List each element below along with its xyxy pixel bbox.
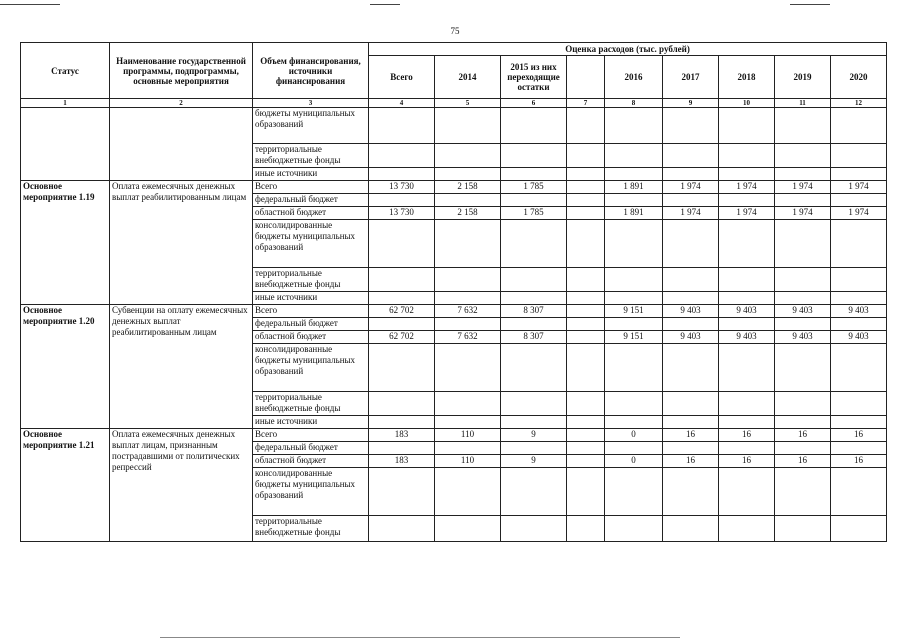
value-cell: 16 <box>719 455 775 468</box>
column-number: 4 <box>369 99 435 108</box>
value-cell <box>719 416 775 429</box>
header-year: 2017 <box>663 56 719 99</box>
value-cell <box>501 416 567 429</box>
value-cell <box>605 344 663 392</box>
header-year: 2018 <box>719 56 775 99</box>
source-cell: областной бюджет <box>253 207 369 220</box>
source-cell: федеральный бюджет <box>253 442 369 455</box>
value-cell: 16 <box>831 429 887 442</box>
value-cell <box>605 194 663 207</box>
value-cell <box>369 416 435 429</box>
value-cell <box>663 468 719 516</box>
value-cell <box>567 416 605 429</box>
header-name: Наименование государственной программы, подпрограммы, основные мероприятия <box>110 43 253 99</box>
source-cell: консолидированные бюджеты муниципальных образований <box>253 468 369 516</box>
value-cell <box>567 194 605 207</box>
value-cell <box>605 516 663 542</box>
value-cell <box>775 318 831 331</box>
value-cell: 16 <box>775 429 831 442</box>
table-row <box>21 305 887 318</box>
header-year: 2014 <box>435 56 501 99</box>
scan-edge-bottom <box>160 637 680 638</box>
value-cell <box>719 344 775 392</box>
value-cell <box>369 318 435 331</box>
value-cell: 2 158 <box>435 207 501 220</box>
name-cell <box>110 108 253 181</box>
status-cell <box>21 108 110 181</box>
status-cell: Основное мероприятие 1.19 <box>21 181 110 305</box>
value-cell <box>567 429 605 442</box>
value-cell <box>775 220 831 268</box>
value-cell <box>369 220 435 268</box>
value-cell: 110 <box>435 455 501 468</box>
table-row <box>21 429 887 442</box>
source-cell: Всего <box>253 181 369 194</box>
value-cell: 0 <box>605 455 663 468</box>
value-cell <box>567 331 605 344</box>
value-cell <box>435 416 501 429</box>
value-cell: 16 <box>663 429 719 442</box>
value-cell <box>435 344 501 392</box>
value-cell <box>369 516 435 542</box>
value-cell: 16 <box>663 455 719 468</box>
column-number: 5 <box>435 99 501 108</box>
value-cell <box>719 194 775 207</box>
value-cell <box>501 268 567 292</box>
header-estimate: Оценка расходов (тыс. рублей) <box>369 43 887 56</box>
status-cell: Основное мероприятие 1.20 <box>21 305 110 429</box>
source-cell: консолидированные бюджеты муниципальных образований <box>253 220 369 268</box>
value-cell: 13 730 <box>369 181 435 194</box>
value-cell <box>567 207 605 220</box>
value-cell <box>831 220 887 268</box>
value-cell <box>369 292 435 305</box>
value-cell: 1 974 <box>663 181 719 194</box>
value-cell: 2 158 <box>435 181 501 194</box>
value-cell <box>663 442 719 455</box>
scan-edge-top-mid <box>370 4 400 5</box>
value-cell: 1 891 <box>605 181 663 194</box>
value-cell <box>501 318 567 331</box>
value-cell <box>567 442 605 455</box>
source-cell: территориальные внебюджетные фонды <box>253 392 369 416</box>
value-cell <box>719 516 775 542</box>
value-cell <box>501 442 567 455</box>
activity-name-cell: Оплата ежемесячных денежных выплат лицам, признанным пострадавшими от политических репрессий <box>110 429 253 542</box>
value-cell: 1 974 <box>719 181 775 194</box>
value-cell <box>831 442 887 455</box>
value-cell <box>501 292 567 305</box>
value-cell <box>719 392 775 416</box>
value-cell <box>567 516 605 542</box>
value-cell: 1 974 <box>775 207 831 220</box>
table-row <box>21 181 887 194</box>
value-cell <box>435 220 501 268</box>
value-cell: 9 151 <box>605 331 663 344</box>
value-cell <box>435 318 501 331</box>
header-total: Всего <box>369 56 435 99</box>
scan-edge-top-left <box>0 4 60 5</box>
value-cell <box>719 292 775 305</box>
value-cell: 183 <box>369 429 435 442</box>
value-cell <box>831 318 887 331</box>
header-year: 2020 <box>831 56 887 99</box>
value-cell <box>663 292 719 305</box>
column-number: 12 <box>831 99 887 108</box>
value-cell <box>605 416 663 429</box>
value-cell <box>567 455 605 468</box>
source-cell: территориальные внебюджетные фонды <box>253 144 369 168</box>
value-cell <box>775 292 831 305</box>
value-cell: 8 307 <box>501 305 567 318</box>
column-number: 10 <box>719 99 775 108</box>
value-cell <box>831 392 887 416</box>
column-number: 3 <box>253 99 369 108</box>
value-cell <box>501 468 567 516</box>
value-cell <box>567 344 605 392</box>
value-cell <box>501 194 567 207</box>
value-cell <box>435 268 501 292</box>
column-number: 9 <box>663 99 719 108</box>
value-cell <box>501 344 567 392</box>
header-year <box>567 56 605 99</box>
value-cell: 9 403 <box>719 331 775 344</box>
value-cell: 9 403 <box>831 305 887 318</box>
value-cell <box>567 392 605 416</box>
value-cell <box>567 292 605 305</box>
source-cell: иные источники <box>253 168 369 181</box>
source-cell: Всего <box>253 305 369 318</box>
value-cell: 9 403 <box>663 305 719 318</box>
value-cell <box>567 305 605 318</box>
table-row <box>21 108 887 144</box>
value-cell <box>775 344 831 392</box>
value-cell <box>605 318 663 331</box>
value-cell <box>369 344 435 392</box>
value-cell <box>501 220 567 268</box>
value-cell: 62 702 <box>369 305 435 318</box>
value-cell <box>719 468 775 516</box>
value-cell: 9 <box>501 429 567 442</box>
value-cell <box>435 292 501 305</box>
value-cell: 1 785 <box>501 181 567 194</box>
value-cell: 7 632 <box>435 305 501 318</box>
value-cell <box>435 468 501 516</box>
source-cell: территориальные внебюджетные фонды <box>253 516 369 542</box>
value-cell: 1 974 <box>663 207 719 220</box>
source-cell: федеральный бюджет <box>253 318 369 331</box>
source-cell: областной бюджет <box>253 455 369 468</box>
page-number: 75 <box>450 26 460 36</box>
value-cell: 16 <box>775 455 831 468</box>
value-cell <box>831 268 887 292</box>
source-cell: территориальные внебюджетные фонды <box>253 268 369 292</box>
value-cell <box>775 194 831 207</box>
header-status: Статус <box>21 43 110 99</box>
value-cell <box>719 220 775 268</box>
value-cell <box>501 516 567 542</box>
value-cell: 1 974 <box>831 207 887 220</box>
source-cell: консолидированные бюджеты муниципальных образований <box>253 344 369 392</box>
value-cell: 8 307 <box>501 331 567 344</box>
scan-edge-top-right <box>790 4 830 5</box>
column-number: 11 <box>775 99 831 108</box>
source-cell: бюджеты муниципальных образований <box>253 108 369 144</box>
value-cell <box>567 468 605 516</box>
value-cell <box>831 416 887 429</box>
source-cell: федеральный бюджет <box>253 194 369 207</box>
value-cell <box>369 194 435 207</box>
value-cell <box>369 392 435 416</box>
value-cell: 7 632 <box>435 331 501 344</box>
column-number: 6 <box>501 99 567 108</box>
value-cell: 9 403 <box>775 305 831 318</box>
value-cell: 9 403 <box>719 305 775 318</box>
value-cell <box>435 392 501 416</box>
value-cell <box>775 392 831 416</box>
column-number: 8 <box>605 99 663 108</box>
value-cell <box>775 468 831 516</box>
value-cell <box>605 268 663 292</box>
value-cell <box>663 416 719 429</box>
header-year: 2016 <box>605 56 663 99</box>
value-cell <box>605 442 663 455</box>
column-number: 7 <box>567 99 605 108</box>
value-cell <box>605 392 663 416</box>
value-cell <box>775 268 831 292</box>
value-cell: 1 891 <box>605 207 663 220</box>
value-cell: 110 <box>435 429 501 442</box>
value-cell <box>663 516 719 542</box>
value-cell <box>369 268 435 292</box>
value-cell: 9 403 <box>775 331 831 344</box>
value-cell <box>369 468 435 516</box>
value-cell <box>663 220 719 268</box>
value-cell <box>663 344 719 392</box>
source-cell: иные источники <box>253 292 369 305</box>
column-number: 1 <box>21 99 110 108</box>
value-cell <box>831 468 887 516</box>
value-cell <box>435 194 501 207</box>
value-cell <box>435 516 501 542</box>
value-cell <box>719 442 775 455</box>
value-cell: 16 <box>719 429 775 442</box>
value-cell <box>831 344 887 392</box>
header-year: 2015 из них переходящие остатки <box>501 56 567 99</box>
value-cell: 13 730 <box>369 207 435 220</box>
value-cell <box>775 516 831 542</box>
value-cell <box>663 392 719 416</box>
column-number: 2 <box>110 99 253 108</box>
value-cell: 1 974 <box>831 181 887 194</box>
value-cell <box>719 318 775 331</box>
value-cell: 9 403 <box>831 331 887 344</box>
value-cell: 9 403 <box>663 331 719 344</box>
value-cell: 9 <box>501 455 567 468</box>
status-cell: Основное мероприятие 1.21 <box>21 429 110 542</box>
activity-name-cell: Оплата ежемесячных денежных выплат реабилитированным лицам <box>110 181 253 305</box>
value-cell <box>567 220 605 268</box>
value-cell <box>663 194 719 207</box>
value-cell <box>605 220 663 268</box>
value-cell <box>663 268 719 292</box>
value-cell <box>719 268 775 292</box>
value-cell <box>775 416 831 429</box>
value-cell <box>501 392 567 416</box>
source-cell: Всего <box>253 429 369 442</box>
source-cell: иные источники <box>253 416 369 429</box>
activity-name-cell: Субвенции на оплату ежемесячных денежных выплат реабилитированным лицам <box>110 305 253 429</box>
value-cell <box>435 442 501 455</box>
value-cell: 62 702 <box>369 331 435 344</box>
value-cell: 1 785 <box>501 207 567 220</box>
value-cell <box>831 292 887 305</box>
header-year: 2019 <box>775 56 831 99</box>
value-cell <box>831 194 887 207</box>
value-cell <box>605 292 663 305</box>
header-volume: Объем финансирования, источники финансирования <box>253 43 369 99</box>
value-cell <box>567 318 605 331</box>
value-cell <box>369 442 435 455</box>
value-cell: 1 974 <box>719 207 775 220</box>
value-cell: 183 <box>369 455 435 468</box>
value-cell: 0 <box>605 429 663 442</box>
value-cell <box>567 181 605 194</box>
value-cell <box>567 268 605 292</box>
value-cell: 16 <box>831 455 887 468</box>
budget-table <box>20 42 887 542</box>
value-cell <box>605 468 663 516</box>
source-cell: областной бюджет <box>253 331 369 344</box>
value-cell: 9 151 <box>605 305 663 318</box>
value-cell: 1 974 <box>775 181 831 194</box>
value-cell <box>775 442 831 455</box>
value-cell <box>663 318 719 331</box>
value-cell <box>831 516 887 542</box>
